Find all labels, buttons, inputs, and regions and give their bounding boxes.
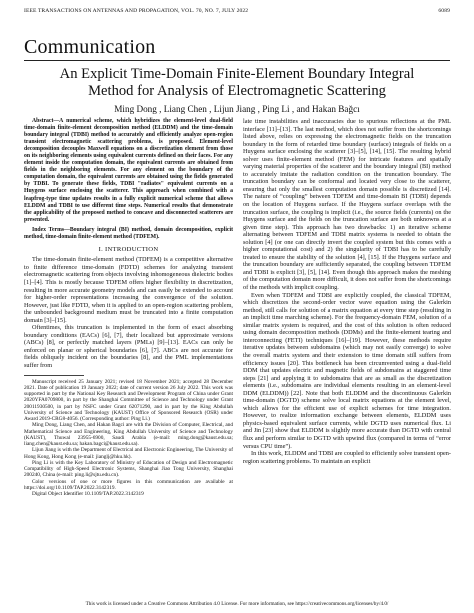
footnote-manuscript: Manuscript received 25 January 2021; revised 18 November 2021; accepted 28 December 2021. Date of publication 19 January 2022; date of current version 26 July 2022. This work was supported in part by the National Key Research and Development Program of China under Grant 2020YFA0709800, in part by the Shanghai Committee of Science and Technology under Grant 20011930500, in part by NSFC under Grant 62071290, and in part by the King Abdullah University of Science and Technology (KAUST) Office of Sponsored Research (OSR) under Award 2019-CRG8-4056. (Corresponding author: Ping Li.) [24, 378, 233, 423]
page-number: 6089 [438, 8, 450, 14]
body-paragraph: late time instabilities and inaccuracies due to spurious reflections at the PML interface [11]–[13]. The last method, which does not suffer from the shortcomings listed above, relies on expressing the electromagnetic fields on the truncation boundary in the form of retarded time boundary (surface) integrals of fields on a Huygens surface enclosing the scatterer [3]–[5], [14], [15]. The resulting hybrid solver uses finite-element method (FEM) for intricate features and spatially varying material properties of the scatterer and the boundary integral (BI) method to accurately imitate the radiation condition on the truncation boundary. The truncation boundary can be conformal and located very close to the scatterer, ensuring that only the smallest computation domain possible is discretized [14]. The nature of “coupling” between TDFEM and time-domain BI (TDBI) depends on the location of Huygens surface. If the Huygens surface overlaps with the truncation surface, the coupling is implicit (i.e., the source fields (currents) on the Huygens surface and the fields on the truncation surface are both unknowns at a given time step). This approach has two drawbacks: 1) an iterative scheme alternating between TDFEM and TDBI matrix systems is needed to obtain the solution [4] (or one can directly invert the coupled system but this comes with a higher computational cost) and 2) the singularity of TDBI has to be carefully treated to ensure the stability of the solution [4], [15]. If the Huygens surface and the truncation boundary are sufficiently separated, the coupling between TDFEM and TDBI is explicit [3], [5], [14]. Even though this approach makes the meshing of the computation domain more difficult, it does not suffer from the shortcomings of the methods with implicit coupling. [243, 118, 451, 292]
author-list: Ming Dong , Liang Chen , Lijun Jiang , Ping Li , and Hakan Bağcı [114, 104, 360, 114]
right-column [243, 118, 451, 465]
license-footer: This work is licensed under a Creative Commons Attribution 4.0 License. For more information, see https://creativecommons.org/licenses/by/4.0/ [85, 601, 389, 607]
section-heading-introduction: I. INTRODUCTION [98, 245, 159, 253]
section-kind-label: Communication [24, 36, 156, 58]
footnote-affiliation: Ming Dong, Liang Chen, and Hakan Bagci are with the Division of Computer, Electrical, and Mathematical Science and Engineering, King Abdullah University of Science and Technology (KAUST), Thuwal 23955-6900, Saudi Arabia (e-mail: ming.dong@kaust.edu.sa; liang.chen@kaust.edu.sa; hakan.bagci@kaust.edu.sa). [24, 422, 233, 448]
footnote-affiliation: Lijun Jiang is with the Department of Electrical and Electronic Engineering, The University of Hong Kong, Hong Kong (e-mail: jianglj@hku.hk). [24, 447, 233, 460]
footnote-color-versions: Color versions of one or more figures in this communication are available at https://doi.org/10.1109/TAP.2022.3142319. [24, 478, 233, 491]
paper-title: An Explicit Time-Domain Finite-Element Boundary Integral Method for Analysis of Electromagnetic Scattering [59, 66, 415, 99]
running-header [24, 8, 450, 18]
body-paragraph: Even when TDFEM and TDBI are explicitly coupled, the classical TDFEM, which discretizes the second-order vector wave equation using the Galerkin method, still calls for solution of a matrix equation at every time step (resulting in an implicit time marching scheme). For the frequency-domain FEM, solution of a similar matrix system is required, and the cost of this solution is often reduced using domain decomposition methods (DDMs) and the finite-element tearing and interconnecting (FETI) techniques [16]–[19]. However, these methods require iterative updates between subdomains (which may not easily converge) to solve the overall matrix system and their extension to time domain still suffers from efficiency issues [20]. This bottleneck has been circumvented using a dual-field DDM that updates electric and magnetic fields of subdomains at staggered time steps [21] and applying it to subdomains that are as small as the discretization elements (i.e., subdomains are individual elements resulting in an element-level DDM (ELDDM)) [22]. Note that both ELDDM and the discontinuous Galerkin time-domain (DGTD) scheme solve local matrix equations at the element level, which allows for the efficient use of explicit schemes for time integration. However, to realize information exchange between elements, ELDDM uses physics-based equivalent surface currents, while DGTD uses numerical flux. Li and Jin [23] show that ELDDM is slightly more accurate than DGTD with central flux and perform similar to DGTD with upwind flux (compared in terms of “error versus CPU time”). [243, 291, 451, 450]
abstract: Abstract—A numerical scheme, which hybridizes the element-level dual-field time-domain finite-element decomposition method (ELDDM) and the time-domain boundary integral (TDBI) method to accurately and efficiently analyze open-region transient electromagnetic scattering problems, is proposed. Element-level decomposition decouples Maxwell equations on a discretization element from those on its neighboring elements using equivalent currents defined on their faces. For any element inside the computation domain, the equivalent currents are obtained from fields in the neighboring elements. For any element on the boundary of the computation domain, the equivalent currents are obtained using the fields generated by TDBI. To generate these fields, TDBI "radiates" equivalent currents on a Huygens surface enclosing the scatterer. This approach when combined with a leapfrog-type time updates results in a fully explicit numerical scheme that allows ELDDM and TDBI to use different time steps. Numerical results that demonstrate the applicability of the proposed method to concave and disconnected scatterers are presented. [24, 118, 233, 223]
footnote-affiliation: Ping Li is with the Key Laboratory of Ministry of Education of Design and Electromagnetic Compatibility of High-Speed Electronic Systems, Shanghai Jiao Tong University, Shanghai 200240, China (e-mail: ping.li@sjtu.edu.cn). [24, 459, 233, 479]
footnote-rule [24, 375, 84, 376]
body-paragraph: The time-domain finite-element method (TDFEM) is a competitive alternative to finite difference time-domain (FDTD) schemes for analyzing transient electromagnetic scattering from objects involving inhomogeneous dielectric bodies [1]–[4]. This is mostly because TDFEM offers higher flexibility in discretization, resulting in more accurate geometry models and can easily be extended to account for higher-order representations increasing the convergence of the solution. However, just like FDTD, when it is applied to an open-region scattering problem, the unbounded background medium must be truncated into a finite computation domain [3]–[15]. [24, 256, 233, 324]
footnotes [24, 379, 233, 498]
footnote-doi: Digital Object Identifier 10.1109/TAP.2022.3142319 [32, 491, 144, 498]
journal-header: IEEE TRANSACTIONS ON ANTENNAS AND PROPAGATION, VOL. 70, NO. 7, JULY 2022 [24, 8, 249, 14]
header-rule [24, 60, 450, 61]
index-terms: Index Terms—Boundary integral (BI) method, domain decomposition, explicit method, time-domain finite-element method (TDFEM). [24, 226, 233, 240]
body-paragraph: In this work, ELDDM and TDBI are coupled to efficiently solve transient open-region scattering problems. To maintain an explicit [243, 450, 451, 465]
body-paragraph: Oftentimes, this truncation is implemented in the form of exact absorbing boundary conditions (EACs) [6], [7], their localized but approximate versions (ABCs) [8], or perfectly matched layers (PMLs) [9]–[13]. EACs can only be enforced on planar or spherical boundaries [6], [7]. ABCs are not accurate for fields obliquely incident on the boundaries [8], and the PML implementations suffer from [24, 324, 233, 369]
left-column [24, 118, 233, 497]
